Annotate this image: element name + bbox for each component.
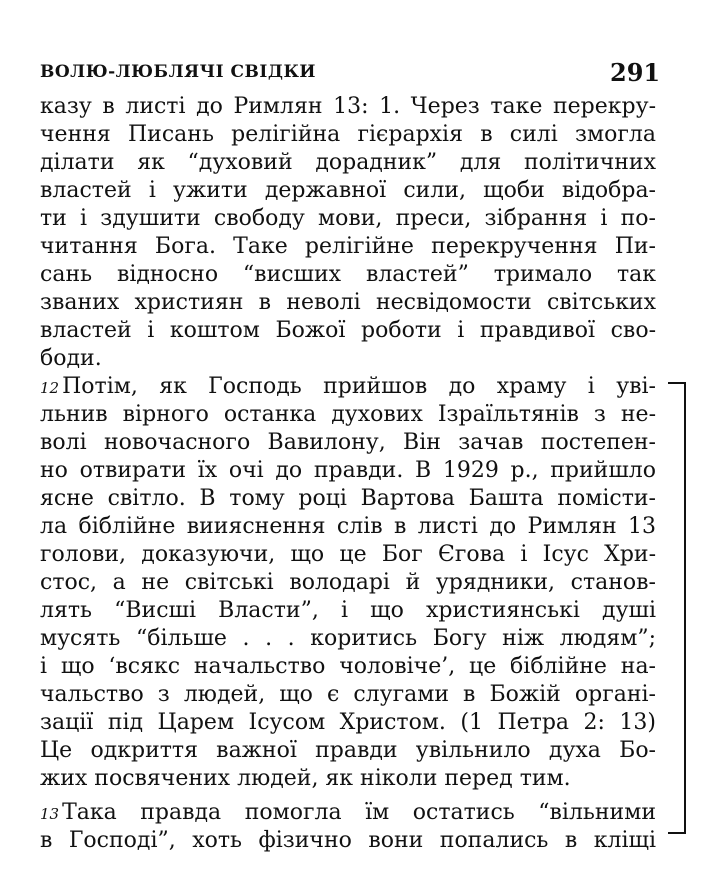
body-line: ясне світло. В тому році Вартова Башта помісти-	[40, 486, 656, 511]
paragraph-first-line	[40, 374, 656, 401]
body-line: і що ‘всякс начальство чоловіче’, це біблійне на-	[40, 654, 656, 679]
paragraph-number: 13	[40, 805, 60, 823]
body-line: званих християн в неволі несвідомости світських	[40, 290, 656, 315]
body-line: ла біблійне виияснення слів в листі до Римлян 13	[40, 514, 656, 539]
body-line: льнив вірного останка духових Ізраїльтянів з не-	[40, 402, 656, 427]
body-line: стос, а не світські володарі й урядники, станов-	[40, 570, 656, 595]
body-line: голови, доказуючи, що це Бог Єгова і Ісус Хри-	[40, 542, 656, 567]
body-line: жих посвячених людей, як ніколи перед тим.	[40, 766, 571, 791]
body-line: властей і ужити державної сили, щоби відобра-	[40, 178, 656, 203]
body-line: мусять “більше . . . коритись Богу ніж людям”;	[40, 626, 656, 651]
page-number: 291	[610, 58, 661, 87]
paragraph-first-line	[40, 800, 656, 827]
body-line: Це одкриття важної правди увільнило духа Бо-	[40, 738, 656, 763]
margin-bracket	[668, 382, 686, 834]
body-line: в Господі”, хоть фізично вони попались в кліщі	[40, 828, 656, 853]
body-line: боди.	[40, 346, 102, 371]
body-line: читання Бога. Таке релігійне перекручення Пи-	[40, 234, 656, 259]
body-line: чальство з людей, що є слугами в Божій органі-	[40, 682, 656, 707]
body-line: ти і здушити свободу мови, преси, зібрання і по-	[40, 206, 656, 231]
body-line: зації під Царем Ісусом Христом. (1 Петра 2: 13)	[40, 710, 656, 735]
paragraph-number: 12	[40, 379, 60, 397]
body-line-text: Потім, як Господь прийшов до храму і увi-	[62, 374, 656, 399]
body-line: чення Писань релігійна гієрархія в силі змогла	[40, 122, 656, 147]
running-title: ВОЛЮ-ЛЮБЛЯЧІ СВІДКИ	[40, 62, 316, 82]
body-line: казу в листі до Римлян 13: 1. Через таке перекру-	[40, 94, 656, 119]
body-line: ділати як “духовий дорадник” для політичних	[40, 150, 656, 175]
body-line-text: Така правда помогла їм остатись “вільними	[62, 800, 656, 825]
body-line: властей і коштом Божої роботи і правдивої сво-	[40, 318, 656, 343]
body-line: волі новочасного Вавилону, Він зачав постепен-	[40, 430, 656, 455]
body-line: сань відносно “висших властей” тримало так	[40, 262, 656, 287]
body-line: лять “Висші Власти”, і що християнські душі	[40, 598, 656, 623]
body-line: но отвирати їх очі до правди. В 1929 р., прийшло	[40, 458, 656, 483]
